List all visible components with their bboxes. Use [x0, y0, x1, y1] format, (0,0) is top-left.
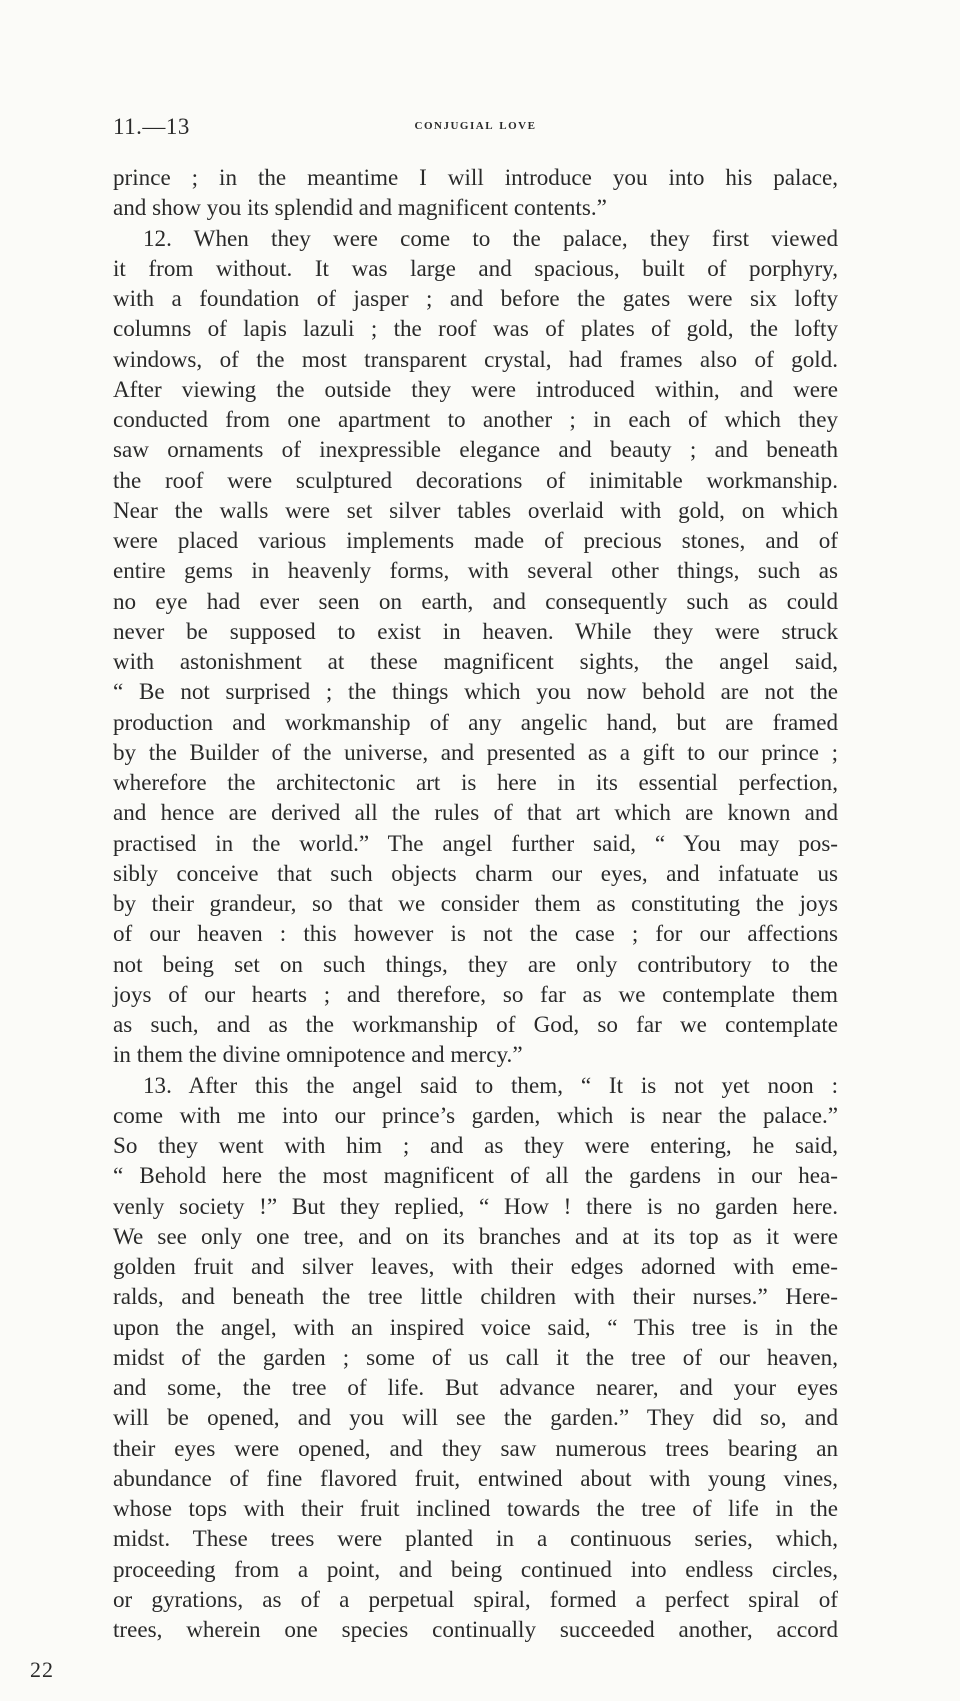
text-line: ralds, and beneath the tree little children with their nurses.” Here- [113, 1283, 838, 1310]
text-line: in them the divine omnipotence and mercy.” [113, 1041, 523, 1068]
text-line: with astonishment at these magnificent sights, the angel said, [113, 648, 838, 674]
text-line: trees, wherein one species continually succeeded another, accord [113, 1616, 838, 1642]
text-line: proceeding from a point, and being continued into endless circles, [113, 1555, 838, 1582]
text-line: joys of our hearts ; and therefore, so far as we contemplate them [113, 980, 838, 1007]
text-line: “ Behold here the most magnificent of all the gardens in our hea- [113, 1162, 838, 1189]
text-line: We see only one tree, and on its branches and at its top as it were [113, 1222, 838, 1249]
text-line: midst. These trees were planted in a continuous series, which, [113, 1525, 838, 1552]
paragraph-13-start: 13. After this the angel said to them, “ It is not yet noon : [143, 1071, 838, 1098]
text-line: golden fruit and silver leaves, with their edges adorned with eme- [113, 1253, 838, 1279]
text-line: with a foundation of jasper ; and before the gates were six lofty [113, 285, 838, 311]
text-line: whose tops with their fruit inclined towards the tree of life in the [113, 1495, 838, 1521]
text-line: prince ; in the meantime I will introduce you into his palace, [113, 164, 838, 190]
body-text [113, 162, 838, 1644]
signature-mark: 22 [30, 1657, 54, 1682]
text-line: the roof were sculptured decorations of inimitable workmanship. [113, 466, 838, 493]
text-line: saw ornaments of inexpressible elegance and beauty ; and beneath [113, 436, 838, 463]
text-line: never be supposed to exist in heaven. While they were struck [113, 617, 838, 644]
text-line: sibly conceive that such objects charm our eyes, and infatuate us [113, 859, 838, 886]
book-page [113, 108, 838, 1642]
text-line: will be opened, and you will see the garden.” They did so, and [113, 1404, 838, 1431]
text-line: abundance of fine flavored fruit, entwined about with young vines, [113, 1464, 838, 1491]
text-line: windows, of the most transparent crystal, had frames also of gold. [113, 345, 838, 372]
text-line: venly society !” But they replied, “ How ! there is no garden here. [113, 1192, 838, 1219]
text-line: and show you its splendid and magnificent contents.” [113, 194, 607, 221]
text-line: or gyrations, as of a perpetual spiral, formed a perfect spiral of [113, 1585, 838, 1612]
text-line: practised in the world.” The angel further said, “ You may pos- [113, 829, 838, 856]
text-line: by their grandeur, so that we consider them as constituting the joys [113, 890, 838, 916]
text-line: were placed various implements made of precious stones, and of [113, 527, 838, 553]
text-line: upon the angel, with an inspired voice said, “ This tree is in the [113, 1313, 838, 1340]
text-line: midst of the garden ; some of us call it the tree of our heaven, [113, 1343, 838, 1370]
running-header [113, 108, 838, 148]
text-line: no eye had ever seen on earth, and consequently such as could [113, 587, 838, 614]
text-line: of our heaven : this however is not the case ; for our affections [113, 920, 838, 947]
text-line: Near the walls were set silver tables overlaid with gold, on which [113, 496, 838, 523]
text-line: as such, and as the workmanship of God, so far we contemplate [113, 1011, 838, 1037]
text-line: wherefore the architectonic art is here in its essential perfection, [113, 769, 838, 795]
text-line: So they went with him ; and as they were entering, he said, [113, 1132, 838, 1158]
text-line: not being set on such things, they are only contributory to the [113, 950, 838, 977]
section-range: 11.—13 [113, 114, 190, 139]
text-line: columns of lapis lazuli ; the roof was of plates of gold, the lofty [113, 315, 838, 342]
text-line: and some, the tree of life. But advance nearer, and your eyes [113, 1374, 838, 1400]
text-line: entire gems in heavenly forms, with several other things, such as [113, 557, 838, 584]
text-line: by the Builder of the universe, and presented as a gift to our prince ; [113, 738, 838, 765]
text-line: it from without. It was large and spacious, built of porphyry, [113, 254, 838, 281]
text-line: After viewing the outside they were introduced within, and were [113, 375, 838, 402]
text-line: conducted from one apartment to another ; in each of which they [113, 406, 838, 432]
text-line: come with me into our prince’s garden, which is near the palace.” [113, 1101, 838, 1128]
text-line: “ Be not surprised ; the things which you now behold are not the [113, 678, 838, 705]
running-title: conjugial love [414, 117, 537, 133]
text-line: production and workmanship of any angelic hand, but are framed [113, 708, 838, 735]
paragraph-12-start: 12. When they were come to the palace, they first viewed [143, 224, 838, 251]
text-line: and hence are derived all the rules of that art which are known and [113, 799, 838, 826]
text-line: their eyes were opened, and they saw numerous trees bearing an [113, 1434, 838, 1461]
